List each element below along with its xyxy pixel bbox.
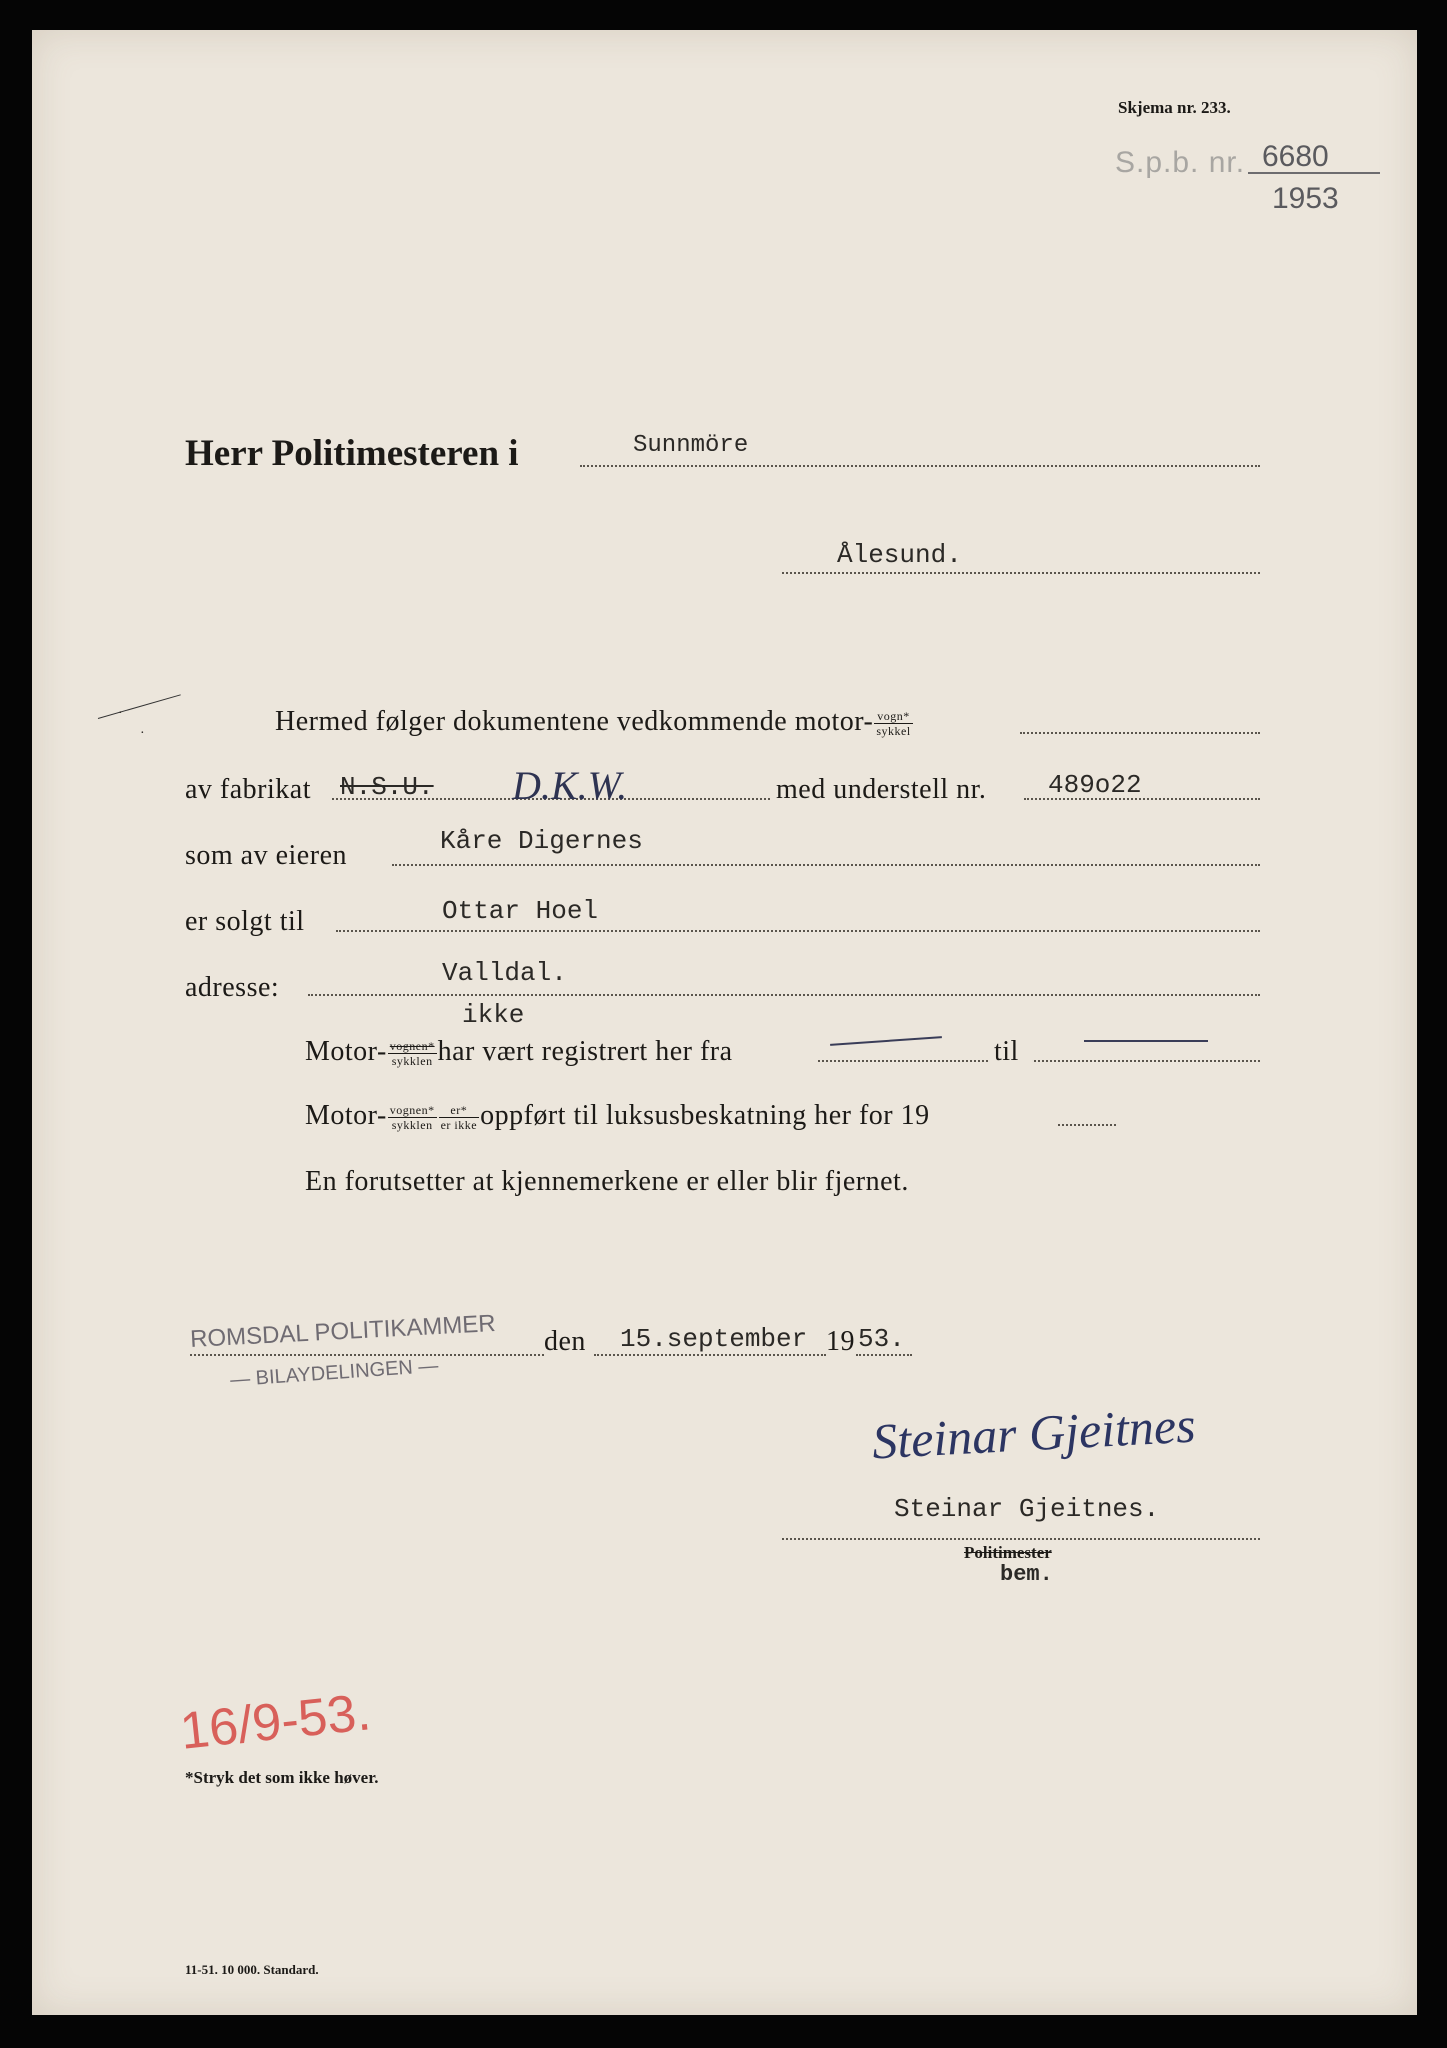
registered-frac-bottom: sykklen (391, 1054, 433, 1069)
city-line (782, 572, 1260, 574)
manufacturer-struck: N.S.U. (340, 772, 434, 802)
luxury-fraction-1 (388, 1103, 437, 1132)
margin-dot-2: · (140, 726, 145, 741)
date-year-suffix: 53. (858, 1324, 905, 1354)
intro-line (275, 706, 914, 738)
place-line (190, 1354, 544, 1356)
district-line (580, 465, 1260, 467)
plates-note: En forutsetter at kjennemerkene er eller blir fjernet. (305, 1166, 909, 1197)
address-value: Valldal. (442, 958, 567, 988)
signature-handwritten: Steinar Gjeitnes (870, 1396, 1197, 1470)
intro-dots (1020, 732, 1260, 734)
sold-to-line (336, 930, 1260, 932)
chassis-label: med understell nr. (776, 774, 987, 805)
date-year-prefix: 19 (826, 1326, 855, 1357)
spb-number: 6680 (1262, 140, 1329, 173)
owner-line (392, 864, 1260, 866)
luxury-year-line (1058, 1124, 1116, 1126)
sold-to-value: Ottar Hoel (442, 896, 599, 926)
luxury-text: oppført til luksusbeskatning her for 19 (480, 1100, 930, 1131)
signature-typed: Steinar Gjeitnes. (894, 1494, 1160, 1524)
signature-line (782, 1538, 1260, 1540)
registered-from-line (818, 1060, 988, 1062)
luxury-fraction-2 (439, 1103, 479, 1132)
city-value: Ålesund. (837, 540, 962, 570)
spb-year: 1953 (1272, 182, 1339, 215)
registered-text: har vært registrert her fra (437, 1036, 733, 1067)
owner-label: som av eieren (185, 840, 347, 871)
manufacturer-handwritten: D.K.W. (512, 763, 628, 808)
luxury-frac2-bottom: er ikke (440, 1118, 478, 1133)
footnote: *Stryk det som ikke høver. (185, 1768, 379, 1787)
margin-dot: · (118, 706, 123, 721)
registered-to-line (1034, 1060, 1260, 1062)
luxury-frac1-bottom: sykklen (391, 1118, 433, 1133)
luxury-prefix: Motor- (305, 1100, 387, 1131)
intro-text: Hermed følger dokumentene vedkommende motor- (275, 706, 874, 737)
signature-title-struck: Politimester (964, 1543, 1052, 1562)
intro-frac-top: vogn* (874, 709, 912, 724)
printer-info: 11-51. 10 000. Standard. (185, 1962, 319, 1977)
registered-fraction (388, 1039, 437, 1068)
addressee-prefix: Herr Politimesteren i (185, 433, 519, 474)
address-line (308, 994, 1260, 996)
intro-frac-bottom: sykkel (876, 724, 911, 739)
registered-insert: ikke (462, 1000, 525, 1030)
luxury-tax-line (305, 1100, 930, 1132)
form-number: Skjema nr. 233. (1118, 98, 1231, 117)
manufacturer-label: av fabrikat (185, 774, 311, 805)
sold-to-label: er solgt til (185, 906, 305, 937)
address-label: adresse: (185, 972, 280, 1003)
registered-prefix: Motor- (305, 1036, 387, 1067)
luxury-frac2-top: er* (439, 1103, 479, 1118)
year-line (856, 1354, 912, 1356)
registered-line (305, 1036, 733, 1068)
spb-label: S.p.b. nr. (1115, 146, 1246, 179)
handwritten-date: 16/9-53. (177, 1683, 374, 1761)
date-value: 15.september (620, 1324, 808, 1354)
stamp-line-2: — BILAYDELINGEN — (229, 1354, 440, 1392)
registered-to-dash (1084, 1040, 1208, 1042)
registered-frac-top: vognen* (389, 1039, 435, 1054)
owner-value: Kåre Digernes (440, 826, 643, 856)
registered-til: til (994, 1036, 1019, 1067)
date-line (594, 1354, 826, 1356)
spb-fraction-line (1248, 172, 1380, 174)
intro-fraction (874, 709, 912, 738)
luxury-frac1-top: vognen* (389, 1103, 435, 1118)
date-den: den (544, 1326, 586, 1357)
chassis-number: 489o22 (1048, 770, 1142, 800)
signature-title: bem. (1000, 1562, 1053, 1587)
stamp-line-1: ROMSDAL POLITIKAMMER (189, 1310, 497, 1353)
district-value: Sunnmöre (633, 432, 749, 459)
